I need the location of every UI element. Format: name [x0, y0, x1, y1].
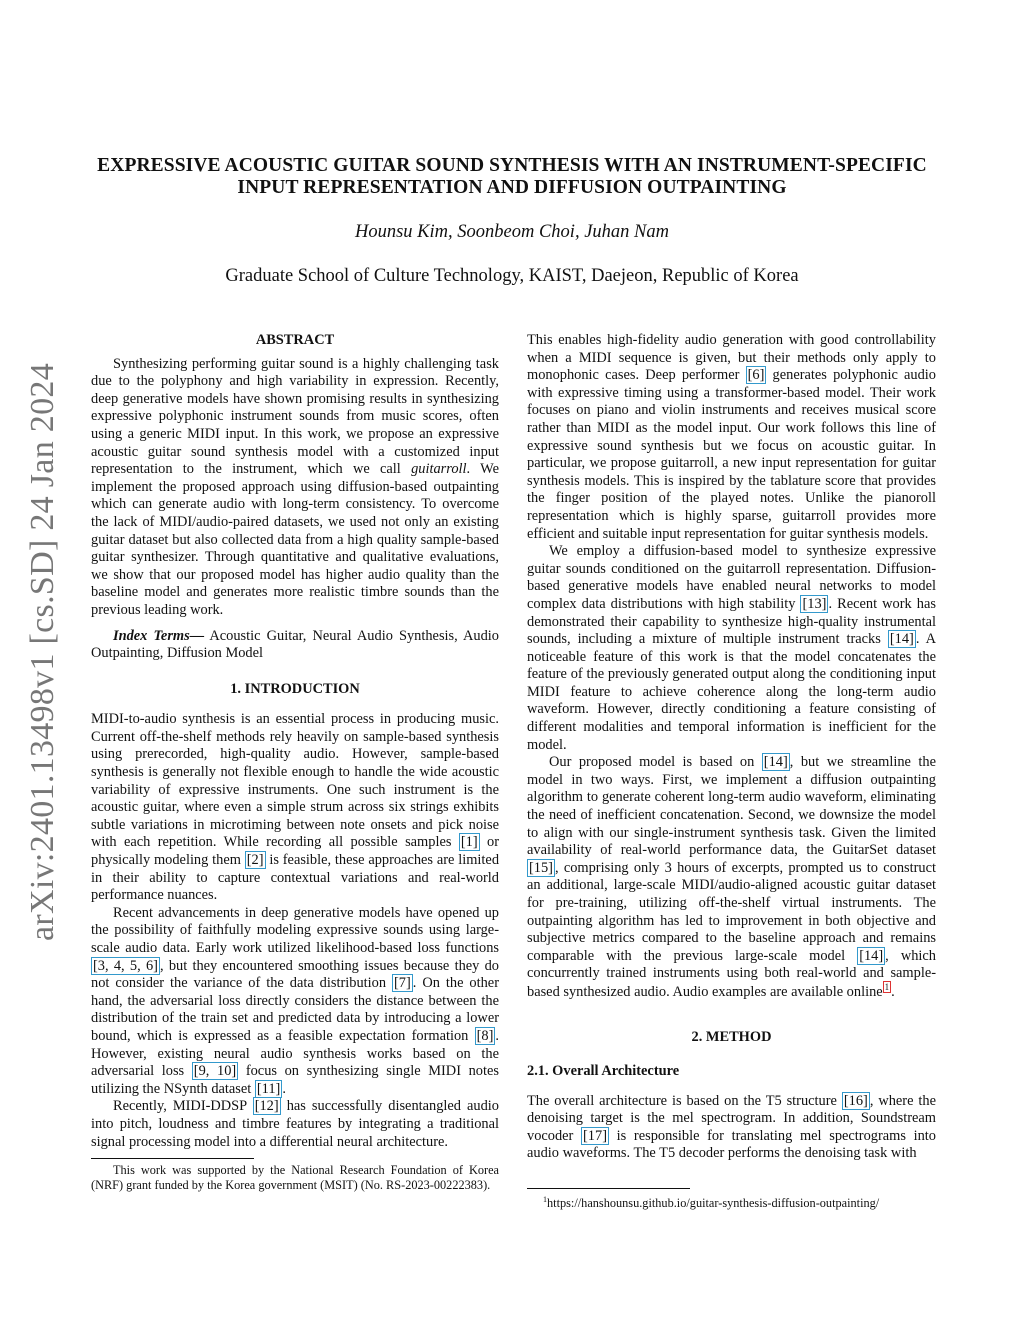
- citation-link[interactable]: [3, 4, 5, 6]: [93, 957, 158, 974]
- right-paragraph-2: We employ a diffusion-based model to synthesize expressive guitar sounds conditioned on the guitarroll representation. Diffusion-based generative models have enabled neural networks to model complex data distributions with high stability [13] . Recent work has demonstrated their capability to synthesize high-quality instrumental sounds, including a mixture of multiple instrument tracks [14] . A noticeable feature of this work is that the model concatenates the feature of the previously generated output along the conditioning input MIDI feature to achieve coherence along the long-term audio waveform. However, directly conditioning a feature consisting of different modalities and temporal information is inefficient for the model.: [527, 543, 937, 753]
- citation-link[interactable]: [7]: [394, 975, 411, 992]
- intro-paragraph-3: Recently, MIDI-DDSP [12] has successfully disentangled audio into pitch, loudness and timbre features by integrating a traditional signal processing model into a differential neural architecture.: [91, 1098, 499, 1150]
- abstract-heading: ABSTRACT: [255, 332, 335, 348]
- citation-link[interactable]: [16]: [843, 1092, 868, 1109]
- intro-heading: 1. INTRODUCTION: [230, 680, 360, 697]
- arxiv-sidebar-id: arXiv:2401.13498v1 [cs.SD] 24 Jan 2024: [24, 363, 61, 942]
- citation-link[interactable]: [15]: [529, 859, 553, 876]
- method-paragraph-1: The overall architecture is based on the T5 structure [16] , where the denoising target is the mel spectrogram. In addition, Soundstream vocoder [17] is responsible for translating mel spectrograms into audio waveforms. The T5 decoder performs the denoising task with: [527, 1092, 936, 1162]
- citation-link[interactable]: [14]: [889, 631, 914, 648]
- right-column: [527, 332, 936, 1163]
- method-heading: 2. METHOD: [691, 1029, 772, 1046]
- citation-link[interactable]: [12]: [254, 1098, 279, 1115]
- affiliation: Graduate School of Culture Technology, KAIST, Daejeon, Republic of Korea: [225, 266, 799, 286]
- paper-title: [60, 155, 964, 199]
- citation-link[interactable]: [17]: [583, 1127, 607, 1144]
- footnote-link[interactable]: 1: [884, 981, 890, 992]
- citation-link[interactable]: [1]: [460, 834, 478, 851]
- footnote-url[interactable]: https://hanshounsu.github.io/guitar-synthesis-diffusion-outpainting/: [547, 1196, 880, 1211]
- footnote-rule: [527, 1188, 690, 1189]
- citation-link[interactable]: [6]: [747, 367, 765, 384]
- citation-link[interactable]: [13]: [802, 595, 827, 612]
- title-line-1: EXPRESSIVE ACOUSTIC GUITAR SOUND SYNTHESIS WITH AN INSTRUMENT-SPECIFIC: [97, 155, 927, 176]
- funding-footnote: This work was supported by the National Research Foundation of Korea (NRF) grant funded by the Korea government (MSIT) (No. RS-2023-00222383).: [91, 1163, 499, 1192]
- url-footnote: $^1$https://hanshounsu.github.io/guitar-synthesis-diffusion-outpainting/: [543, 1195, 880, 1211]
- intro-paragraph-1: MIDI-to-audio synthesis is an essential process in producing music. Current off-the-shelf methods rely heavily on sample-based synthesis using prerecorded, high-quality audio. However, sample-based synthesis is generally not flexible enough to handle the wide acoustic variability of expressive instruments. One such instrument is the acoustic guitar, where even a simple strum across six strings exhibits subtle variations in microtiming between note onsets and pick noise with each repetition. While recording all possible samples [1] or physically modeling them [2] is feasible, these approaches are limited in their ability to capture contextual variations and real-world performance nuances.: [91, 711, 500, 904]
- right-paragraph-3: Our proposed model is based on [14] , but we streamline the model in two ways. First, we implement a diffusion outpainting algorithm to generate coherent long-term audio waveform, eliminating the need of inefficient concatenation. Second, we downsize the model to align with our single-instrument synthesis task. Given the limited availability of real-world performance data, the GuitarSet dataset [15] , comprising only 3 hours of excerpts, prompted us to construct an additional, large-scale MIDI/audio-aligned acoustic guitar dataset for pre-training, utilizing off-the-shelf virtual instruments. The outpainting algorithm has led to improvement in both objective and subjective metrics compared to the baseline approach and remains comparable with the previous large-scale model [14] , which concurrently trained instruments using both real-world and sample-based synthesized audio. Audio examples are available online $^1$ .: [527, 754, 936, 1000]
- citation-link[interactable]: [14]: [763, 754, 788, 771]
- citation-link[interactable]: [8]: [476, 1027, 494, 1044]
- citation-link[interactable]: [9, 10]: [193, 1063, 237, 1080]
- citation-link[interactable]: [14]: [859, 947, 884, 964]
- index-terms: Index Terms— Acoustic Guitar, Neural Audio Synthesis, Audio Outpainting, Diffusion Model: [91, 627, 499, 662]
- citation-link[interactable]: [11]: [256, 1080, 281, 1097]
- authors: Hounsu Kim, Soonbeom Choi, Juhan Nam: [355, 222, 669, 242]
- title-line-2: INPUT REPRESENTATION AND DIFFUSION OUTPAINTING: [237, 177, 787, 198]
- subsection-heading: 2.1. Overall Architecture: [527, 1062, 680, 1079]
- citation-link[interactable]: [2]: [246, 852, 264, 869]
- intro-paragraph-2: Recent advancements in deep generative models have opened up the possibility of faithfully modeling expressive sounds using large-scale audio data. Early work utilized likelihood-based loss functions [3, 4, 5, 6] , but they encountered smoothing issues because they do not consider the variance of the data distribution [7] . On the other hand, the adversarial loss directly considers the distance between the distribution of the train set and predicted data by introducing a lower bound, which is expressed as a feasible expectation formation [8] . However, existing neural audio synthesis works based on the adversarial loss [9, 10] focus on synthesizing single MIDI notes utilizing the NSynth dataset [11] .: [91, 904, 499, 1097]
- abstract-text: Synthesizing performing guitar sound is a highly challenging task due to the polyphony and high variability in expression. Recently, deep generative models have shown promising results in synthesizing expressive polyphonic instrument sounds from music scores, often using a generic MIDI input. In this work, we propose an expressive acoustic guitar sound synthesis model with a customized input representation to the instrument, which we call guitarroll. We implement the proposed approach using diffusion-based outpainting which can generate audio with long-term consistency. To overcome the lack of MIDI/audio-paired datasets, we used not only an existing guitar dataset but also collected data from a high quality sample-based guitar synthesizer. Through quantitative and qualitative evaluations, we show that our proposed model has higher audio quality than the baseline model and generates more realistic timbre sounds than the previous leading work.: [91, 355, 499, 618]
- left-column: [91, 332, 499, 1151]
- right-paragraph-1: This enables high-fidelity audio generation with good controllability when a MIDI sequence is given, but their methods only apply to monophonic cases. Deep performer [6] generates polyphonic audio with expressive timing using a transformer-based model. Their work focuses on piano and violin instruments and receives musical score rather than MIDI as the model input. Our work follows this line of expressive sound synthesis but we focus on acoustic guitar. In particular, we propose guitarroll, a new input representation for guitar synthesis models. This is inspired by the tablature score that provides the finger position of the played notes. Unlike the pianoroll representation which is highly sparse, guitarroll provides more efficient and suitable input representation for guitar synthesis models.: [527, 332, 936, 542]
- footnote-rule: [91, 1158, 254, 1159]
